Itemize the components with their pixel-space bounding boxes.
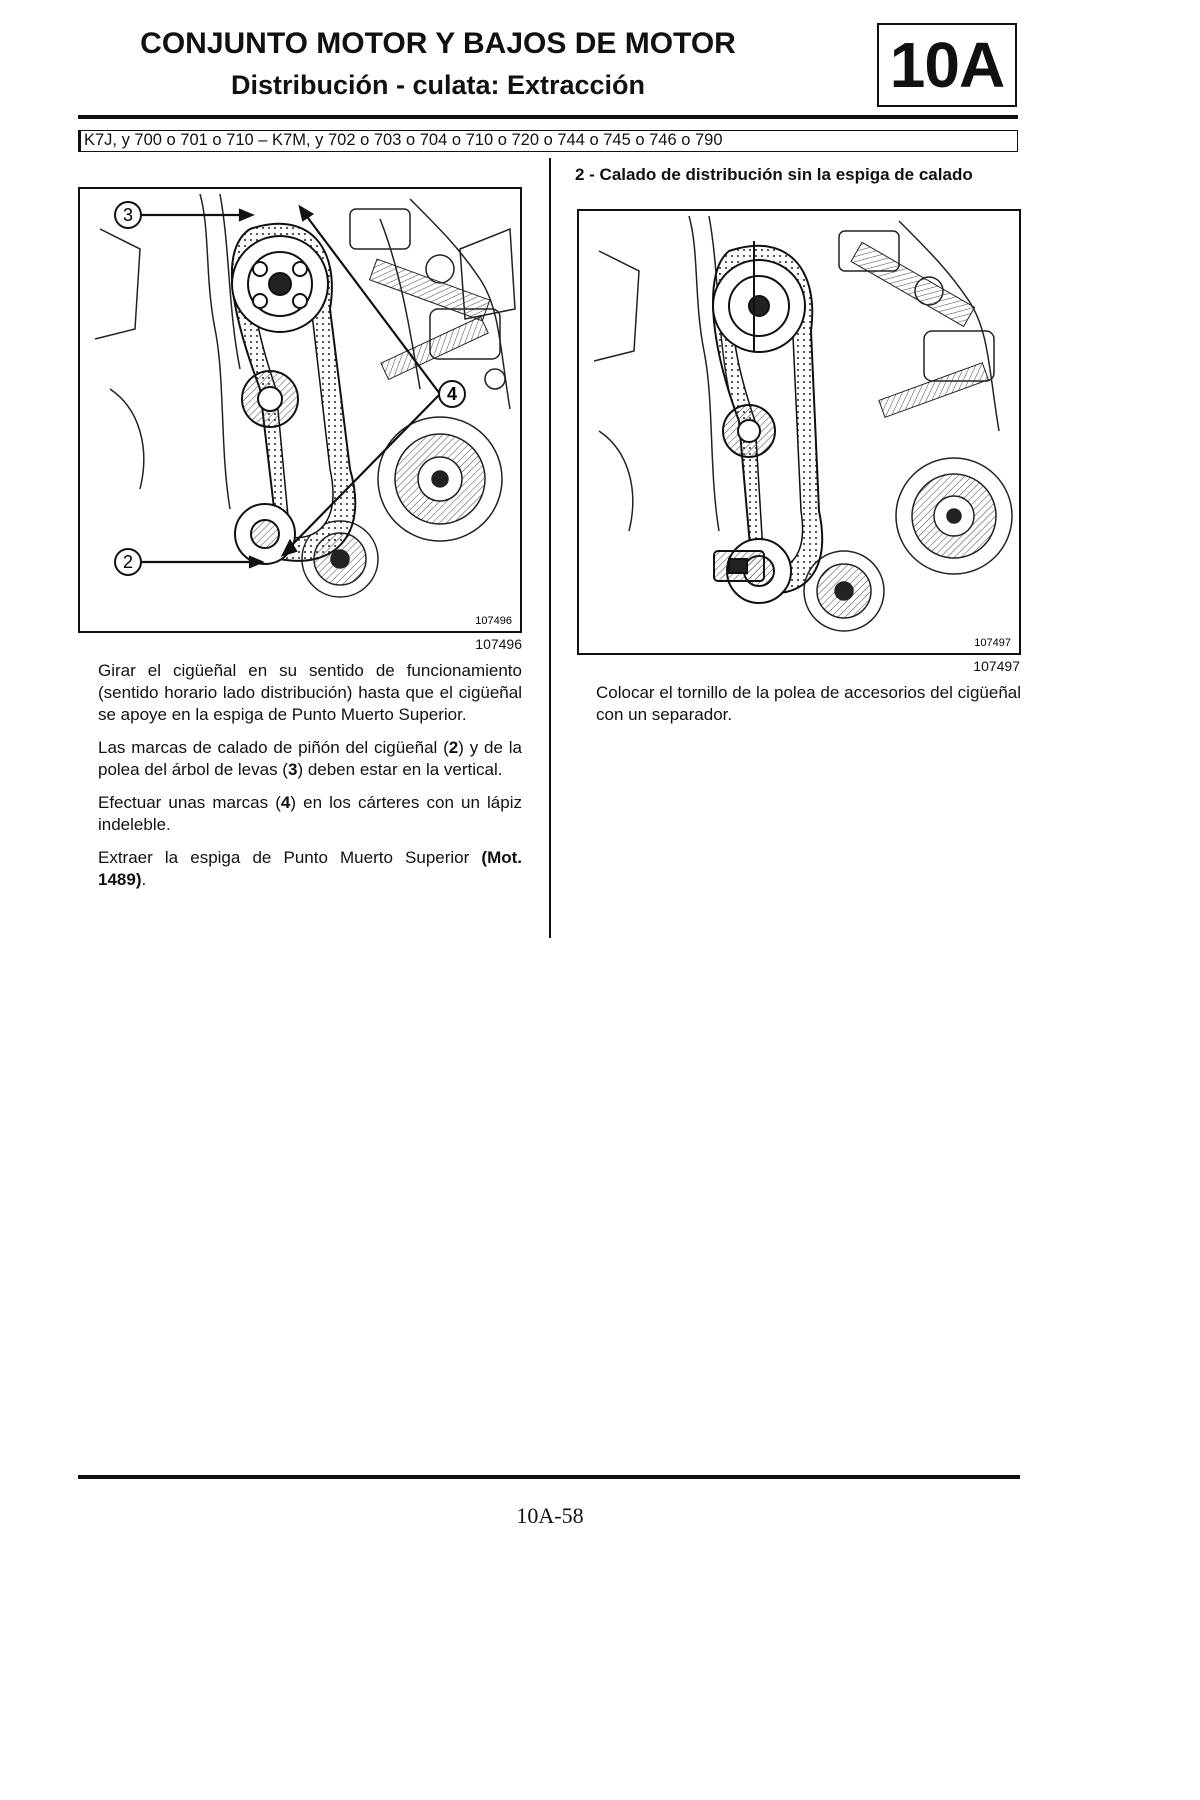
header-rule [78, 115, 1018, 119]
right-column-text [596, 682, 1021, 737]
engine-variants: K7J, y 700 o 701 o 710 – K7M, y 702 o 703 o 704 o 710 o 720 o 744 o 745 o 746 o 790 [78, 130, 1018, 152]
callout-label-4: 4 [446, 384, 458, 404]
engine-pulley-illustration [579, 211, 1019, 653]
page-subtitle: Distribución - culata: Extracción [230, 70, 646, 100]
paragraph-remove-pin: Extraer la espiga de Punto Muerto Superior (Mot. 1489). [98, 848, 522, 889]
paragraph-timing-marks: Las marcas de calado de piñón del cigüeñal (2) y de la polea del árbol de levas (3) deben estar en la vertical. [98, 738, 522, 779]
figure-crank-pulley-spacer [577, 209, 1021, 655]
figure-ref-inside-left: 107496 [475, 615, 512, 627]
figure-ref-inside-right: 107497 [974, 637, 1011, 649]
page-title: CONJUNTO MOTOR Y BAJOS DE MOTOR [140, 27, 736, 60]
engine-timing-illustration [80, 189, 520, 631]
paragraph-mark-housings: Efectuar unas marcas (4) en los cárteres con un lápiz indeleble. [98, 793, 522, 834]
column-divider [549, 158, 551, 938]
footer-rule [78, 1475, 1020, 1479]
section-heading: 2 - Calado de distribución sin la espiga de calado [575, 165, 973, 184]
section-code-box [877, 23, 1017, 107]
paragraph-place-bolt: Colocar el tornillo de la polea de accesorios del cigüeñal con un separador. [596, 683, 1021, 724]
paragraph-rotate-crankshaft: Girar el cigüeñal en su sentido de funcionamiento (sentido horario lado distribución) hasta que el cigüeñal se apoye en la espiga de Punto Muerto Superior. [98, 661, 522, 724]
figure-ref-right: 107497 [973, 658, 1020, 674]
callout-label-2: 2 [122, 552, 134, 572]
page-number: 10A-58 [516, 1503, 584, 1528]
figure-timing-marks [78, 187, 522, 633]
callout-label-3: 3 [122, 205, 134, 225]
section-code: 10A [889, 29, 1005, 101]
left-column-text [98, 660, 522, 902]
figure-ref-left: 107496 [475, 636, 522, 652]
